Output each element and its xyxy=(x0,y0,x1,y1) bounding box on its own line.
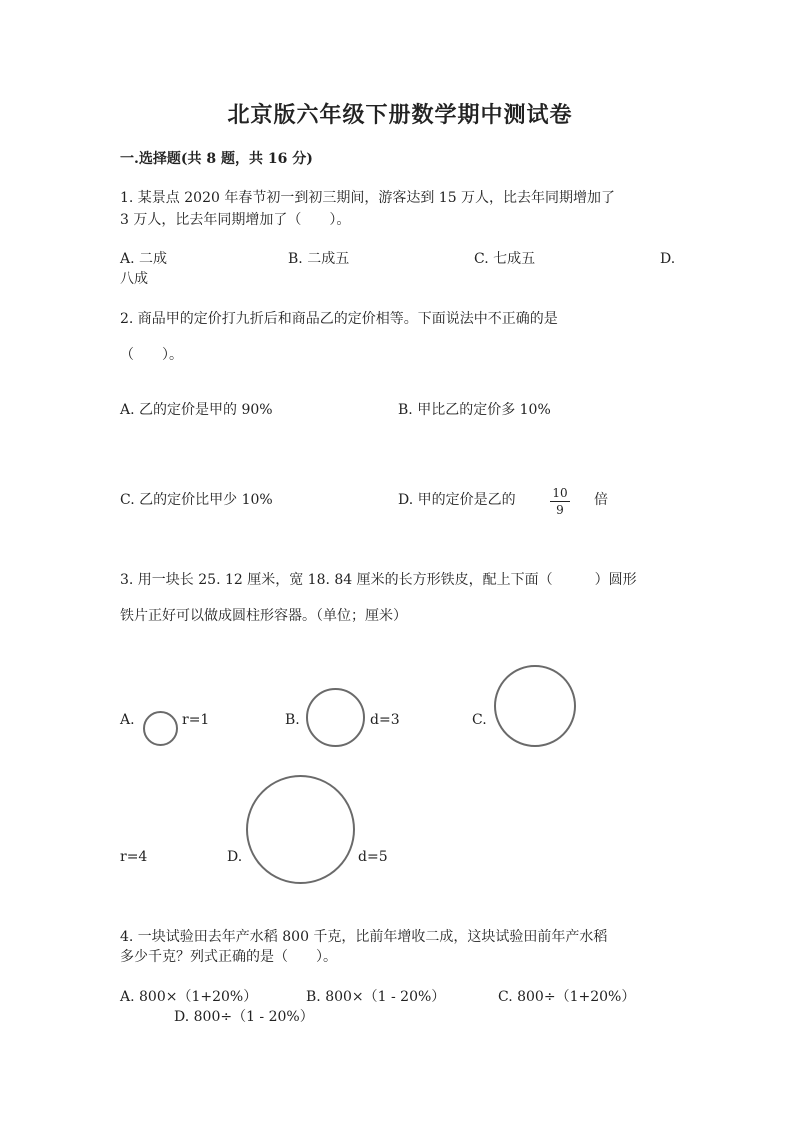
q3-line2: 铁片正好可以做成圆柱形容器。（单位；厘米） xyxy=(120,608,407,624)
q2-option-d-suffix: 倍 xyxy=(594,492,608,508)
fraction-bar xyxy=(550,501,570,502)
circle-d xyxy=(246,775,355,884)
q2-option-a: A. 乙的定价是甲的 90% xyxy=(120,402,273,418)
q3-option-c-label: r=4 xyxy=(120,849,148,865)
q3-option-b: B. xyxy=(285,712,300,728)
q1-option-b: B. 二成五 xyxy=(288,251,350,267)
q1-line1: 1. 某景点 2020 年春节初一到初三期间，游客达到 15 万人，比去年同期增加了 xyxy=(120,190,616,206)
q1-option-d: D. xyxy=(660,251,676,267)
q3-option-d: D. xyxy=(227,849,243,865)
fraction-denominator: 9 xyxy=(556,503,564,517)
q3-line1: 3. 用一块长 25. 12 厘米，宽 18. 84 厘米的长方形铁皮，配上下面（ ）圆形 xyxy=(120,572,637,588)
q3-option-c: C. xyxy=(472,712,487,728)
q2-line1: 2. 商品甲的定价打九折后和商品乙的定价相等。下面说法中不正确的是 xyxy=(120,311,558,327)
q2-option-d: D. 甲的定价是乙的 xyxy=(398,492,516,508)
q3-option-d-label: d=5 xyxy=(358,849,388,865)
q4-line2: 多少千克？列式正确的是（ ）。 xyxy=(120,949,337,965)
circle-b xyxy=(306,688,365,747)
q4-option-a: A. 800×（1+20%） xyxy=(120,989,258,1005)
fraction-numerator: 10 xyxy=(552,486,568,500)
section-heading: 一.选择题(共 8 题，共 16 分) xyxy=(120,151,313,167)
circle-c xyxy=(494,665,576,747)
q4-option-d: D. 800÷（1 - 20%） xyxy=(174,1009,314,1025)
q1-option-c: C. 七成五 xyxy=(474,251,536,267)
q3-option-a-label: r=1 xyxy=(182,712,210,728)
q1-option-a: A. 二成 xyxy=(120,251,168,267)
q3-option-b-label: d=3 xyxy=(370,712,400,728)
q2-option-b: B. 甲比乙的定价多 10% xyxy=(398,402,551,418)
page-title: 北京版六年级下册数学期中测试卷 xyxy=(227,102,573,128)
q3-option-a: A. xyxy=(120,712,135,728)
q1-line2: 3 万人，比去年同期增加了（ ）。 xyxy=(120,212,351,228)
q2-line2: （ ）。 xyxy=(120,347,183,363)
q4-line1: 4. 一块试验田去年产水稻 800 千克，比前年增收二成，这块试验田前年产水稻 xyxy=(120,929,608,945)
fraction xyxy=(548,486,572,517)
q2-option-c: C. 乙的定价比甲少 10% xyxy=(120,492,273,508)
q4-option-c: C. 800÷（1+20%） xyxy=(498,989,636,1005)
q1-option-d-text: 八成 xyxy=(120,271,148,287)
q4-option-b: B. 800×（1 - 20%） xyxy=(306,989,446,1005)
circle-a xyxy=(143,711,178,746)
